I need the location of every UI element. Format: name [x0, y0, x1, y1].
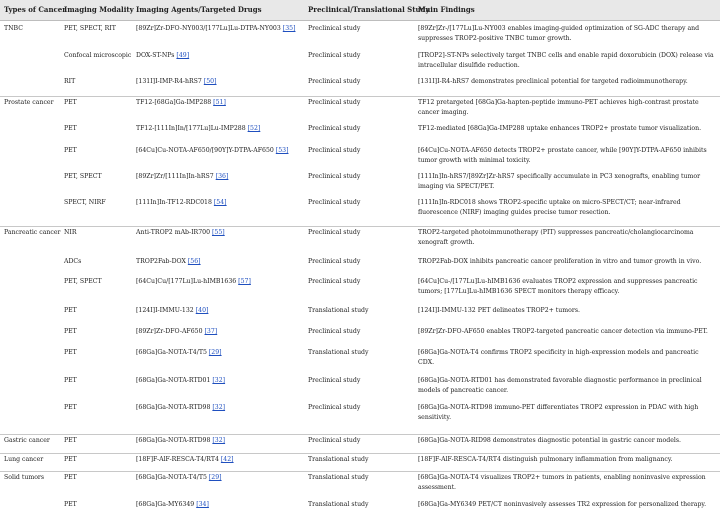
imaging-agent-text: [64Cu]Cu/[177Lu]Lu-hIMB1636: [136, 278, 237, 285]
main-finding-cell: [89Zr]Zr-DFO-AF650 enables TROP2-targeted pancreatic cancer detection via immuno-PET.: [418, 328, 708, 335]
reference-link[interactable]: [52]: [247, 125, 261, 132]
imaging-agent-cell: [136, 306, 308, 316]
study-type-cell: Preclinical study: [308, 199, 361, 206]
imaging-agent-cell: [136, 348, 308, 358]
table-row: [0, 124, 720, 146]
main-finding-cell: [124I]I-IMMU-132 PET delineates TROP2+ tumors.: [418, 307, 580, 314]
imaging-agent-text: [111In]In-TF12-RDC018: [136, 199, 212, 206]
main-finding-cell: TF12-mediated [68Ga]Ga-IMP288 uptake enhances TROP2+ prostate tumor visualization.: [418, 125, 702, 132]
table-row: [0, 376, 720, 403]
main-finding-cell: [18F]F-AlF-RESCA-T4/RT4 distinguish pulmonary inflammation from malignancy.: [418, 456, 673, 463]
imaging-agent-text: [68Ga]Ga-NOTA-RTD98: [136, 404, 211, 411]
reference-link[interactable]: [29]: [208, 349, 222, 356]
imaging-agent-text: [68Ga]Ga-NOTA-RTD01: [136, 377, 211, 384]
table-row: [0, 24, 720, 51]
cancer-type-cell: Gastric cancer: [4, 437, 50, 444]
imaging-modality-cell: PET, SPECT: [64, 278, 102, 285]
group-separator: [0, 453, 720, 454]
reference-link[interactable]: [29]: [208, 474, 222, 481]
imaging-modality-cell: PET, SPECT: [64, 173, 102, 180]
imaging-agent-text: TROP2Fab-DOX: [136, 258, 186, 265]
table-row: [0, 77, 720, 98]
main-finding-cell: [68Ga]Ga-NOTA-RTD01 has demonstrated favorable diagnostic performance in preclinical models of pancreatic cancer.: [418, 377, 702, 394]
main-finding-cell: [TROP2]-ST-NPs selectively target TNBC cells and enable rapid doxorubicin (DOX) release via intracellular disulfide reduction.: [418, 52, 714, 69]
imaging-modality-cell: NIR: [64, 229, 77, 236]
imaging-agent-cell: [136, 327, 308, 337]
table-row: [0, 277, 720, 306]
study-type-cell: Translational study: [308, 349, 369, 356]
study-type-cell: Preclinical study: [308, 78, 361, 85]
reference-link[interactable]: [34]: [196, 501, 209, 508]
header-main-findings: Main Findings: [418, 5, 475, 14]
header-imaging-agents: Imaging Agents/Targeted Drugs: [136, 5, 262, 14]
imaging-agent-text: [68Ga]Ga-NOTA-T4/T5: [136, 349, 207, 356]
header-cancer-type: Types of Cancer: [4, 5, 66, 14]
study-type-cell: Preclinical study: [308, 147, 361, 154]
study-type-cell: Preclinical study: [308, 377, 361, 384]
imaging-modality-cell: ADCs: [64, 258, 82, 265]
study-type-cell: Preclinical study: [308, 229, 361, 236]
study-type-cell: Translational study: [308, 474, 369, 481]
cancer-type-cell: Prostate cancer: [4, 99, 54, 106]
header-imaging-modality: Imaging Modality: [64, 5, 134, 14]
study-type-cell: Preclinical study: [308, 278, 361, 285]
imaging-agent-cell: [136, 500, 308, 510]
main-finding-cell: [89Zr]Zr-/[177Lu]Lu-NY003 enables imaging-guided optimization of SG-ADC therapy and suppresses TROP2-positive TNBC tumor growth.: [418, 25, 700, 42]
imaging-agent-cell: [136, 198, 308, 208]
imaging-agent-cell: [136, 257, 308, 267]
imaging-agent-cell: [136, 376, 308, 386]
imaging-agent-cell: [136, 277, 308, 287]
imaging-modality-cell: PET: [64, 125, 77, 132]
imaging-modality-cell: PET: [64, 377, 77, 384]
reference-link[interactable]: [40]: [195, 307, 209, 314]
imaging-modality-cell: PET: [64, 437, 77, 444]
group-separator: [0, 226, 720, 227]
group-separator: [0, 96, 720, 97]
imaging-agent-text: Anti-TROP2 mAb-IR700: [136, 229, 211, 236]
main-finding-cell: [68Ga]Ga-NOTA-RTD98 immuno-PET differentiates TROP2 expression in PDAC with high sensitivity.: [418, 404, 699, 421]
imaging-agent-text: [68Ga]Ga-NOTA-RTD98: [136, 437, 211, 444]
imaging-agent-cell: [136, 473, 308, 483]
study-type-cell: Preclinical study: [308, 328, 361, 335]
table-row: [0, 51, 720, 77]
table-row: [0, 228, 720, 257]
imaging-agent-cell: [136, 403, 308, 413]
imaging-agent-text: [89Zr]Zr-DFO-AF650: [136, 328, 203, 335]
table-row: [0, 473, 720, 500]
imaging-agent-cell: [136, 51, 308, 61]
study-type-cell: Translational study: [308, 501, 369, 508]
group-separator: [0, 434, 720, 435]
study-type-cell: Preclinical study: [308, 25, 361, 32]
table-row: [0, 306, 720, 327]
imaging-modality-cell: PET: [64, 147, 77, 154]
imaging-agent-cell: [136, 146, 308, 156]
imaging-modality-cell: SPECT, NIRF: [64, 199, 106, 206]
reference-link[interactable]: [49]: [176, 52, 190, 59]
reference-link[interactable]: [50]: [203, 78, 217, 85]
cancer-type-cell: TNBC: [4, 25, 23, 32]
reference-link[interactable]: [36]: [215, 173, 229, 180]
cancer-type-cell: Solid tumors: [4, 474, 45, 481]
reference-link[interactable]: [32]: [212, 404, 226, 411]
main-finding-cell: [68Ga]Ga-NOTA-T4 confirms TROP2 specificity in high-expression models and pancreatic CDX.: [418, 349, 699, 366]
cancer-type-cell: Lung cancer: [4, 456, 44, 463]
imaging-agent-text: [89Zr]Zr/[111In]In-hRS7: [136, 173, 214, 180]
table-row: [0, 172, 720, 198]
reference-link[interactable]: [54]: [213, 199, 227, 206]
main-finding-cell: [64Cu]Cu-/[177Lu]Lu-hIMB1636 evaluates TROP2 expression and suppresses pancreatic tumors; [177Lu]Lu-hIMB1636 SPECT monitors therapy efficacy.: [418, 278, 698, 295]
imaging-agent-text: TF12-[111In]In/[177Lu]Lu-IMP288: [136, 125, 246, 132]
reference-link[interactable]: [35]: [282, 25, 296, 32]
header-study-type: Preclinical/Translational Study: [308, 5, 430, 14]
imaging-modality-cell: PET: [64, 328, 77, 335]
main-finding-cell: TROP2-targeted photoimmunotherapy (PIT) suppresses pancreatic/cholangiocarcinoma xenograft growth.: [418, 229, 694, 246]
reference-link[interactable]: [55]: [211, 229, 225, 236]
imaging-modality-cell: PET: [64, 307, 77, 314]
main-finding-cell: [68Ga]Ga-NOTA-T4 visualizes TROP2+ tumors in patients, enabling noninvasive expression assessment.: [418, 474, 706, 491]
imaging-modality-cell: PET, SPECT, RIT: [64, 25, 116, 32]
imaging-agent-cell: [136, 172, 308, 182]
reference-link[interactable]: [42]: [220, 456, 234, 463]
imaging-agent-text: [131I]I-IMP-R4-hRS7: [136, 78, 202, 85]
imaging-agent-text: DOX-ST-NPs: [136, 52, 175, 59]
imaging-agent-text: [64Cu]Cu-NOTA-AF650/[90Y]Y-DTPA-AF650: [136, 147, 274, 154]
imaging-agent-text: [89Zr]Zr-DFO-NY003/[177Lu]Lu-DTPA-NY003: [136, 25, 281, 32]
imaging-modality-cell: PET: [64, 456, 77, 463]
main-finding-cell: [131I]I-R4-hRS7 demonstrates preclinical potential for targeted radioimmunotherapy.: [418, 78, 688, 85]
reference-link[interactable]: [57]: [238, 278, 251, 285]
imaging-agent-cell: [136, 228, 308, 238]
study-type-cell: Preclinical study: [308, 437, 361, 444]
group-separator: [0, 471, 720, 472]
main-finding-cell: [64Cu]Cu-NOTA-AF650 detects TROP2+ prostate cancer, while [90Y]Y-DTPA-AF650 inhibits tumor growth with minimal toxicity.: [418, 147, 707, 164]
main-finding-cell: [111In]In-RDC018 shows TROP2-specific uptake on micro-SPECT/CT; near-infrared fluorescence (NIRF) imaging guides precise tumor resection.: [418, 199, 681, 216]
imaging-modality-cell: RIT: [64, 78, 76, 85]
study-type-cell: Preclinical study: [308, 99, 361, 106]
imaging-modality-cell: PET: [64, 349, 77, 356]
table-row: [0, 198, 720, 228]
imaging-modality-cell: PET: [64, 474, 77, 481]
table-row: [0, 500, 720, 519]
imaging-modality-cell: PET: [64, 501, 77, 508]
main-finding-cell: [68Ga]Ga-MY6349 PET/CT noninvasively assesses TR2 expression for personalized therapy.: [418, 501, 707, 508]
reference-link[interactable]: [56]: [187, 258, 201, 265]
study-type-cell: Translational study: [308, 307, 369, 314]
imaging-agent-cell: [136, 98, 308, 108]
imaging-agent-cell: [136, 124, 308, 134]
table-row: [0, 98, 720, 124]
study-type-cell: Preclinical study: [308, 125, 361, 132]
imaging-agent-cell: [136, 455, 308, 465]
study-type-cell: Preclinical study: [308, 258, 361, 265]
reference-link[interactable]: [53]: [275, 147, 289, 154]
table-row: [0, 146, 720, 172]
table-header: [0, 0, 720, 21]
imaging-modality-cell: PET: [64, 99, 77, 106]
reference-link[interactable]: [32]: [212, 437, 226, 444]
main-finding-cell: [111In]In-hRS7/[89Zr]Zr-hRS7 specifically accumulate in PC3 xenografts, enabling tumor imaging via SPECT/PET.: [418, 173, 701, 190]
study-type-cell: Preclinical study: [308, 52, 361, 59]
table-row: [0, 257, 720, 277]
study-type-cell: Preclinical study: [308, 404, 361, 411]
imaging-agent-cell: [136, 24, 308, 34]
cancer-type-cell: Pancreatic cancer: [4, 229, 61, 236]
study-type-cell: Preclinical study: [308, 173, 361, 180]
reference-link[interactable]: [32]: [212, 377, 226, 384]
reference-link[interactable]: [37]: [204, 328, 218, 335]
imaging-agent-text: TF12-[68Ga]Ga-IMP288: [136, 99, 212, 106]
main-finding-cell: [68Ga]Ga-NOTA-RID98 demonstrates diagnostic potential in gastric cancer models.: [418, 437, 682, 444]
main-finding-cell: TF12 pretargeted [68Ga]Ga-hapten-peptide immuno-PET achieves high-contrast prostate cancer imaging.: [418, 99, 699, 116]
table-row: [0, 348, 720, 376]
imaging-agent-text: [18F]F-AlF-RESCA-T4/RT4: [136, 456, 219, 463]
reference-link[interactable]: [51]: [213, 99, 226, 106]
study-type-cell: Translational study: [308, 456, 369, 463]
table-row: [0, 403, 720, 436]
imaging-agent-text: [68Ga]Ga-MY6349: [136, 501, 195, 508]
table-row: [0, 327, 720, 348]
main-finding-cell: TROP2Fab-DOX inhibits pancreatic cancer proliferation in vitro and tumor growth in vivo.: [418, 258, 702, 265]
imaging-agent-cell: [136, 436, 308, 446]
imaging-modality-cell: PET: [64, 404, 77, 411]
imaging-modality-cell: Confocal microscopic: [64, 52, 132, 59]
imaging-agent-text: [124I]I-IMMU-132: [136, 307, 194, 314]
imaging-agent-text: [68Ga]Ga-NOTA-T4/T5: [136, 474, 207, 481]
imaging-agent-cell: [136, 77, 308, 87]
